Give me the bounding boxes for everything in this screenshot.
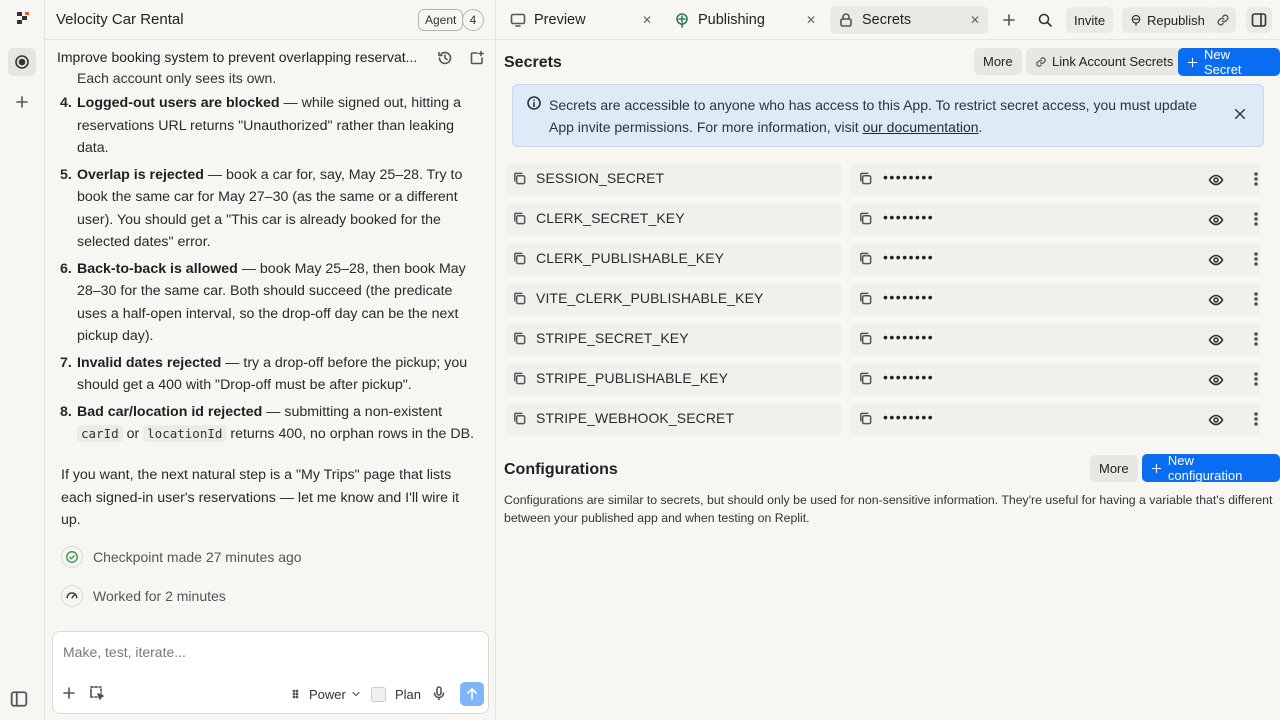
configurations-heading: Configurations <box>504 461 618 478</box>
toggle-sidebar-button[interactable] <box>10 690 28 708</box>
list-item: 4. Logged-out users are blocked — while signed out, hitting a reservations URL returns "Unauthorized" rather than leaking data. <box>60 95 461 156</box>
secret-masked-value: •••••••• <box>883 169 935 185</box>
tab-preview[interactable]: Preview ✕ <box>502 6 660 34</box>
select-element-icon[interactable] <box>89 685 105 701</box>
monitor-icon <box>510 12 526 28</box>
agent-badge[interactable]: Agent <box>418 9 463 31</box>
eye-icon[interactable] <box>1208 292 1224 308</box>
chat-messages <box>45 68 496 628</box>
plan-label: Plan <box>395 686 422 702</box>
closing-message: If you want, the next natural step is a "My Trips" page that lists each signed-in user's reservations — let me know and I'll wire it up. <box>61 467 460 528</box>
copy-value-icon[interactable] <box>858 331 873 346</box>
secret-row <box>506 403 1272 435</box>
secrets-more-button[interactable]: More <box>974 48 1022 75</box>
worked-text: Worked for 2 minutes <box>93 588 226 604</box>
secret-masked-value: •••••••• <box>883 249 935 265</box>
close-icon[interactable]: ✕ <box>641 13 652 27</box>
secrets-panel <box>496 40 1280 720</box>
configurations-more-button[interactable]: More <box>1090 455 1138 482</box>
more-options-icon[interactable] <box>1248 371 1264 387</box>
mode-selector[interactable] <box>291 683 362 705</box>
eye-icon[interactable] <box>1208 252 1224 268</box>
copy-key-icon[interactable] <box>512 371 527 386</box>
copy-key-icon[interactable] <box>512 211 527 226</box>
workspace-tab-bar <box>496 0 1280 40</box>
secret-masked-value: •••••••• <box>883 289 935 305</box>
close-icon[interactable] <box>1233 107 1247 121</box>
code-carId: carId <box>77 425 123 442</box>
secret-row <box>506 243 1272 275</box>
copy-value-icon[interactable] <box>858 251 873 266</box>
copy-key-icon[interactable] <box>512 171 527 186</box>
secret-key: CLERK_PUBLISHABLE_KEY <box>536 250 725 266</box>
agent-count-badge[interactable]: 4 <box>462 9 484 31</box>
eye-icon[interactable] <box>1208 372 1224 388</box>
chat-header <box>45 0 496 40</box>
secret-row <box>506 323 1272 355</box>
close-icon[interactable]: ✕ <box>969 13 980 27</box>
search-icon <box>1037 12 1053 28</box>
more-options-icon[interactable] <box>1248 251 1264 267</box>
new-secret-button[interactable]: New Secret <box>1178 48 1280 76</box>
agent-chat-panel <box>45 0 496 720</box>
secret-key: SESSION_SECRET <box>536 170 665 186</box>
agent-target-icon <box>14 54 30 70</box>
info-icon <box>526 95 542 111</box>
eye-icon[interactable] <box>1208 412 1224 428</box>
plan-toggle[interactable] <box>371 683 421 705</box>
secret-key: VITE_CLERK_PUBLISHABLE_KEY <box>536 290 764 306</box>
code-locationId: locationId <box>143 425 226 442</box>
list-item: 8. Bad car/location id rejected — submitting a non-existent carId or locationId returns 400, no orphan rows in the DB. <box>60 403 475 442</box>
plus-icon <box>1187 57 1198 68</box>
secret-row <box>506 203 1272 235</box>
secret-masked-value: •••••••• <box>883 369 935 385</box>
copy-value-icon[interactable] <box>858 171 873 186</box>
new-item-button[interactable] <box>8 88 36 116</box>
add-attachment-icon[interactable] <box>61 685 77 701</box>
agent-nav-button[interactable] <box>8 48 36 76</box>
plus-icon <box>1001 12 1017 28</box>
checkpoint-text: Checkpoint made 27 minutes ago <box>93 549 302 565</box>
send-button[interactable] <box>460 682 484 706</box>
list-item: 7. Invalid dates rejected — try a drop-off before the pickup; you should get a 400 with "Drop-off must be after pickup". <box>60 354 468 393</box>
copy-key-icon[interactable] <box>512 331 527 346</box>
secret-row <box>506 163 1272 195</box>
close-icon[interactable]: ✕ <box>805 13 816 27</box>
republish-label: Republish <box>1147 12 1205 28</box>
copy-key-icon[interactable] <box>512 411 527 426</box>
copy-value-icon[interactable] <box>858 291 873 306</box>
tab-secrets[interactable]: Secrets ✕ <box>830 6 988 34</box>
more-options-icon[interactable] <box>1248 211 1264 227</box>
secret-masked-value: •••••••• <box>883 329 935 345</box>
secret-masked-value: •••••••• <box>883 409 935 425</box>
list-item: 6. Back-to-back is allowed — book May 25–28, then book May 28–30 for the same car. Both should succeed (the predicate uses a half-open interval, so the drop-off day can be the next pickup day). <box>60 260 466 344</box>
split-panel-button[interactable] <box>1246 7 1272 33</box>
documentation-link[interactable]: our documentation <box>862 119 979 135</box>
prompt-input[interactable] <box>63 644 473 660</box>
search-button[interactable] <box>1033 7 1057 33</box>
new-chat-icon[interactable] <box>469 50 485 66</box>
republish-icon <box>1130 14 1142 26</box>
copy-value-icon[interactable] <box>858 371 873 386</box>
replit-logo-icon[interactable] <box>15 11 31 27</box>
copy-value-icon[interactable] <box>858 211 873 226</box>
copy-value-icon[interactable] <box>858 411 873 426</box>
new-tab-button[interactable] <box>998 7 1020 33</box>
verification-steps-list <box>60 92 480 450</box>
copy-link-button[interactable] <box>1210 7 1236 33</box>
invite-button[interactable]: Invite <box>1066 7 1113 33</box>
plus-icon <box>1151 463 1162 474</box>
secret-key: STRIPE_SECRET_KEY <box>536 330 689 346</box>
secrets-heading: Secrets <box>504 54 562 71</box>
republish-button[interactable] <box>1122 7 1213 33</box>
copy-key-icon[interactable] <box>512 291 527 306</box>
arrow-up-icon <box>464 686 480 702</box>
copy-key-icon[interactable] <box>512 251 527 266</box>
eye-icon[interactable] <box>1208 172 1224 188</box>
plan-checkbox[interactable] <box>371 687 386 702</box>
secret-key: CLERK_SECRET_KEY <box>536 210 685 226</box>
more-options-icon[interactable] <box>1248 291 1264 307</box>
message-composer <box>52 631 489 714</box>
chevron-down-icon <box>350 688 362 700</box>
sidebar-icon <box>10 690 28 708</box>
checkpoint-icon <box>61 546 83 568</box>
list-item: 5. Overlap is rejected — book a car for, say, May 25–28. Try to book the same car for May 27–30 (as the same or a different user). You should get a "This car is already booked for the selected dates" error. <box>60 166 463 250</box>
left-rail <box>0 0 45 720</box>
secret-row <box>506 283 1272 315</box>
secret-masked-value: •••••••• <box>883 209 935 225</box>
microphone-icon[interactable] <box>431 685 447 701</box>
link-icon <box>1216 13 1230 27</box>
message-text-partial: Each account only sees its own. <box>77 70 277 86</box>
more-options-icon[interactable] <box>1248 331 1264 347</box>
history-icon[interactable] <box>437 50 453 66</box>
worked-row[interactable] <box>61 585 226 607</box>
mode-label: Power <box>309 686 346 702</box>
lock-icon <box>838 12 854 28</box>
configurations-description: Configurations are similar to secrets, but should only be used for non-sensitive information. They're useful for having a variable that's different between your published app and when testing on Replit. <box>504 493 1273 525</box>
publish-icon <box>674 12 690 28</box>
secret-row <box>506 363 1272 395</box>
link-account-secrets-button[interactable]: Link Account Secrets <box>1026 48 1182 75</box>
checkpoint-row[interactable] <box>61 546 302 568</box>
secret-key: STRIPE_WEBHOOK_SECRET <box>536 410 735 426</box>
secrets-info-banner <box>512 84 1264 147</box>
app-title[interactable]: Velocity Car Rental <box>56 11 184 28</box>
eye-icon[interactable] <box>1208 212 1224 228</box>
plus-icon <box>14 94 30 110</box>
link-icon <box>1035 56 1047 68</box>
info-text: Secrets are accessible to anyone who has access to this App. To restrict secret access, you must update App invite permissions. For more information, visit our documentation. <box>549 97 1197 135</box>
grid-icon <box>291 688 303 700</box>
eye-icon[interactable] <box>1208 332 1224 348</box>
panel-icon <box>1251 12 1267 28</box>
secret-key: STRIPE_PUBLISHABLE_KEY <box>536 370 729 386</box>
tab-publishing[interactable]: Publishing ✕ <box>666 6 824 34</box>
thread-title[interactable]: Improve booking system to prevent overlapping reservat... <box>57 49 418 65</box>
timer-icon <box>61 585 83 607</box>
more-options-icon[interactable] <box>1248 411 1264 427</box>
more-options-icon[interactable] <box>1248 171 1264 187</box>
new-configuration-button[interactable]: New configuration <box>1142 454 1280 482</box>
